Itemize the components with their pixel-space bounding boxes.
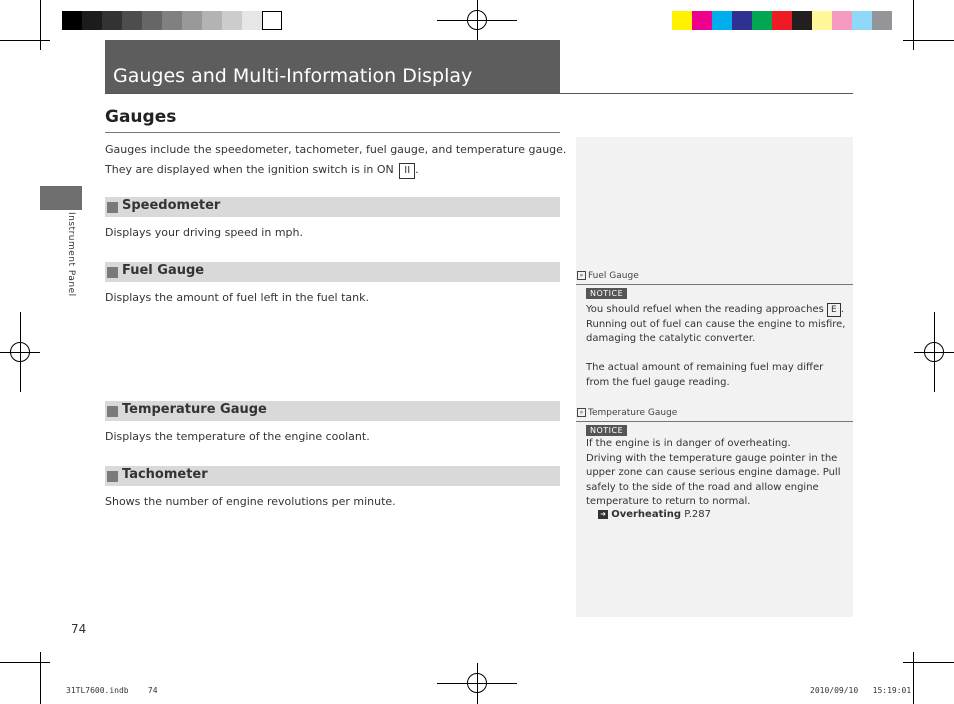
speedometer-text: Displays your driving speed in mph. — [105, 226, 303, 239]
fuel-gauge-text: Displays the amount of fuel left in the fuel tank. — [105, 291, 369, 304]
temperature-gauge-text: Displays the temperature of the engine coolant. — [105, 430, 370, 443]
color-swatch — [792, 11, 812, 30]
notice-badge: NOTICE — [586, 425, 627, 436]
print-timestamp: 2010/09/10 15:19:01 — [810, 686, 912, 695]
color-swatch — [162, 11, 182, 30]
color-swatch — [202, 11, 222, 30]
color-swatch — [222, 11, 242, 30]
color-swatch — [142, 11, 162, 30]
square-bullet-icon — [107, 406, 118, 417]
color-swatch — [852, 11, 872, 30]
color-swatch — [62, 11, 82, 30]
temperature-gauge-ref[interactable]: » Temperature Gauge — [577, 408, 677, 418]
page-title: Gauges and Multi-Information Display — [113, 65, 473, 87]
square-bullet-icon — [107, 267, 118, 278]
fuel-ref-rule — [576, 284, 853, 285]
ref-arrow-icon: » — [577, 271, 586, 280]
color-swatch — [712, 11, 732, 30]
color-swatch — [182, 11, 202, 30]
subsection-heading-speedometer: Speedometer — [105, 197, 560, 217]
color-swatch — [812, 11, 832, 30]
tachometer-text: Shows the number of engine revolutions per minute. — [105, 495, 396, 508]
intro-text: Gauges include the speedometer, tachometer, fuel gauge, and temperature gauge. They are displayed when the ignition switch is in ON II . — [105, 140, 566, 180]
fuel-note-text: The actual amount of remaining fuel may differ from the fuel gauge reading. — [586, 362, 824, 388]
subsection-heading-tachometer: Tachometer — [105, 466, 560, 486]
temp-ref-rule — [576, 421, 853, 422]
notice-badge: NOTICE — [586, 288, 627, 299]
side-tab — [40, 186, 82, 210]
fuel-gauge-ref[interactable]: » Fuel Gauge — [577, 271, 639, 281]
color-swatch — [692, 11, 712, 30]
color-swatch — [732, 11, 752, 30]
temp-notice-text: If the engine is in danger of overheating. Driving with the temperature gauge pointer in the upper zone can cause serious engine damage. Pull safely to the side of the road and allow engine temperature to return to normal. — [586, 438, 841, 507]
color-swatch — [122, 11, 142, 30]
square-bullet-icon — [107, 471, 118, 482]
ref-arrow-icon: » — [577, 408, 586, 417]
color-swatch — [102, 11, 122, 30]
color-swatch — [242, 11, 262, 30]
color-swatch — [832, 11, 852, 30]
square-bullet-icon — [107, 202, 118, 213]
side-tab-label: Instrument Panel — [66, 212, 76, 297]
color-swatch — [752, 11, 772, 30]
color-swatch — [262, 11, 282, 30]
print-file-info: 31TL7600.indb 74 — [66, 686, 158, 695]
section-title: Gauges — [105, 107, 177, 127]
color-swatch — [82, 11, 102, 30]
empty-key-box: E — [827, 303, 841, 317]
section-rule — [105, 132, 560, 133]
color-swatch — [672, 11, 692, 30]
page-number: 74 — [71, 622, 87, 636]
overheating-link[interactable]: ➜ Overheating P.287 — [598, 508, 711, 523]
link-arrow-icon: ➜ — [598, 510, 608, 519]
color-swatch — [872, 11, 892, 30]
color-swatch — [772, 11, 792, 30]
title-rule — [105, 93, 853, 94]
ignition-key-box: II — [399, 163, 415, 179]
fuel-notice-text: You should refuel when the reading approaches E . Running out of fuel can cause the engine to misfire, damaging the catalytic converter. — [586, 304, 846, 344]
subsection-heading-temperature-gauge: Temperature Gauge — [105, 401, 560, 421]
subsection-heading-fuel-gauge: Fuel Gauge — [105, 262, 560, 282]
